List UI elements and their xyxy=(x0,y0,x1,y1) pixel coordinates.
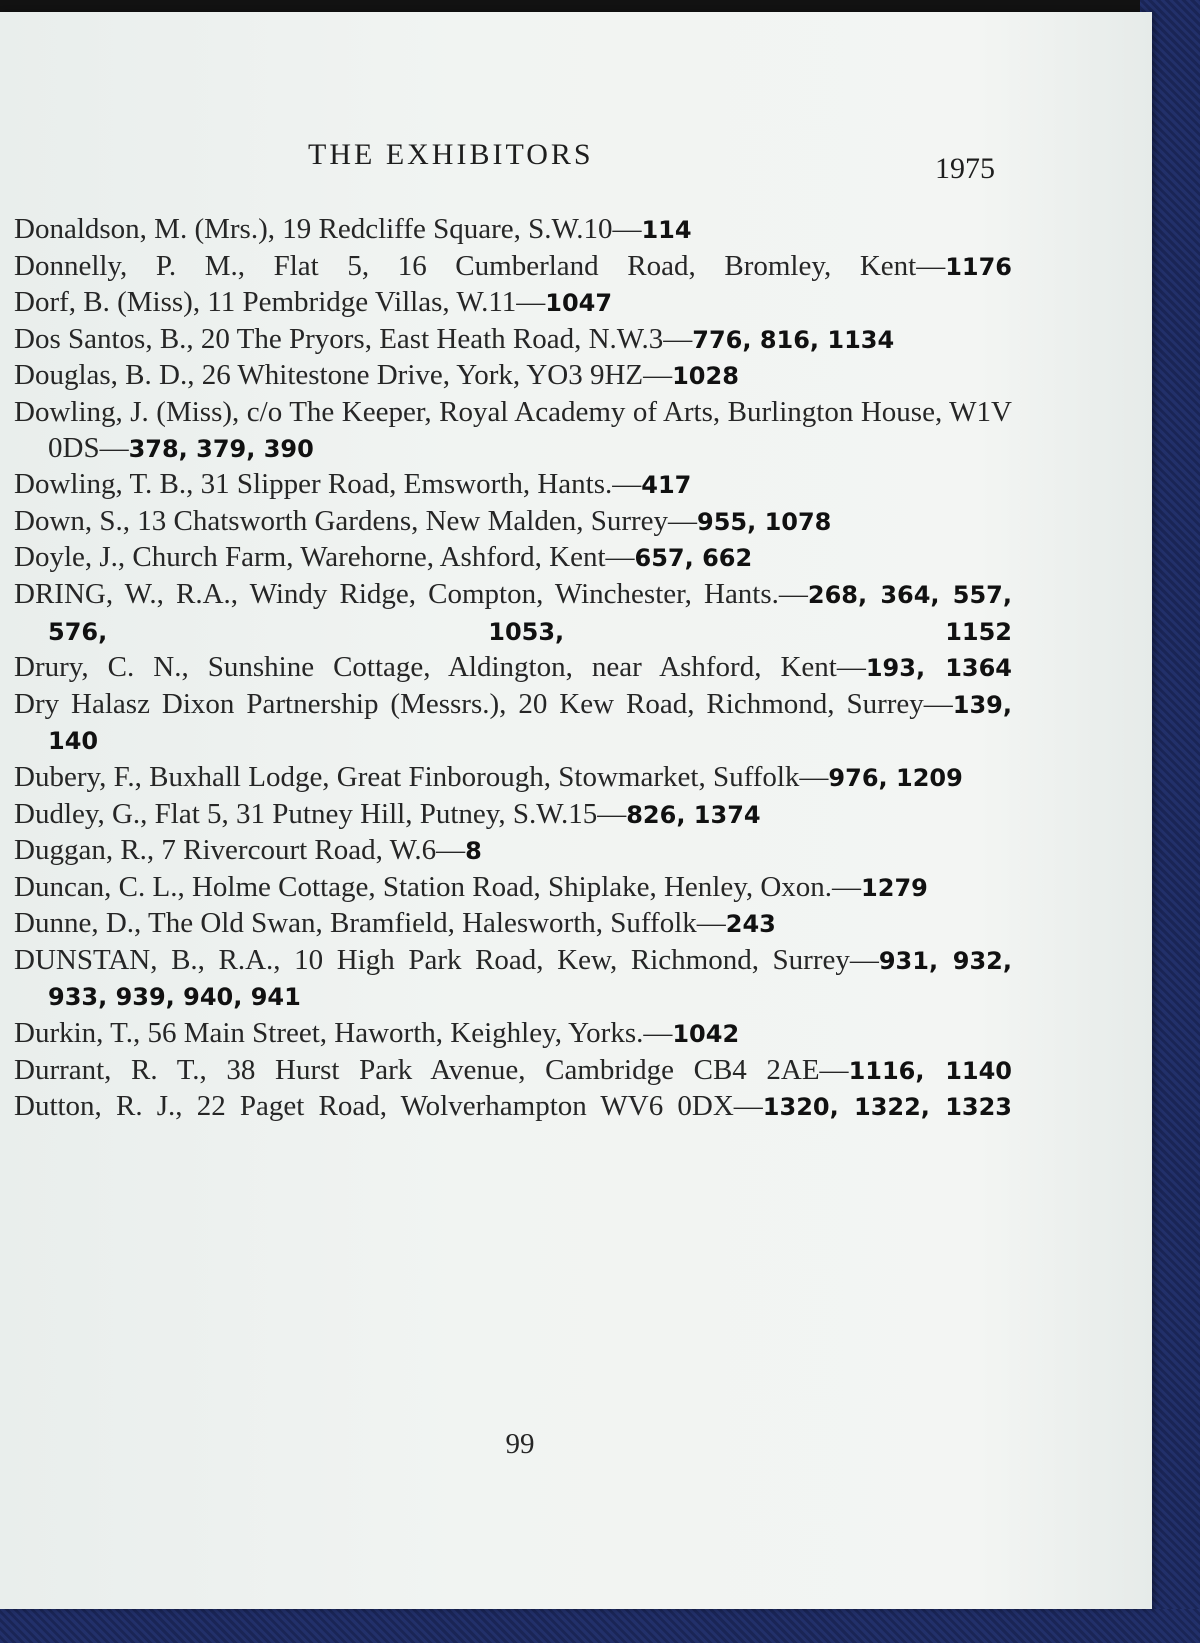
entry-numbers: 114 xyxy=(641,216,692,244)
entry-numbers: 1320, 1322, 1323 xyxy=(762,1093,1012,1122)
entry-numbers: 931, 932, 933, 939, 940, 941 xyxy=(48,946,1012,1012)
entry-numbers: 268, 364, 557, 576, 1053, 1152 xyxy=(48,580,1012,646)
exhibitor-entry xyxy=(14,943,1012,1016)
exhibitor-entry xyxy=(14,212,1012,249)
entry-numbers: 243 xyxy=(725,910,776,939)
entry-numbers: 826, 1374 xyxy=(626,800,761,829)
exhibitor-entry xyxy=(14,760,1012,797)
entry-text: Duggan, R., 7 Rivercourt Road, W.6— xyxy=(14,834,466,867)
entry-text: Duncan, C. L., Holme Cottage, Station Road, Shiplake, Henley, Oxon.— xyxy=(14,870,862,903)
exhibitor-entry xyxy=(14,906,1012,943)
entry-text: Dudley, G., Flat 5, 31 Putney Hill, Putney, S.W.15— xyxy=(14,797,627,830)
entry-numbers: 378, 379, 390 xyxy=(128,434,314,463)
entry-text: Drury, C. N., Sunshine Cottage, Aldington, near Ashford, Kent— xyxy=(14,651,866,684)
entry-text: Dubery, F., Buxhall Lodge, Great Finborough, Stowmarket, Suffolk— xyxy=(14,760,829,793)
entry-text: Dutton, R. J., 22 Paget Road, Wolverhampton WV6 0DX— xyxy=(14,1090,763,1123)
exhibitor-entry xyxy=(14,797,1012,834)
exhibitor-entry xyxy=(14,1016,1012,1053)
entry-numbers: 1279 xyxy=(861,873,928,902)
exhibitor-entry xyxy=(14,249,1012,286)
book-page xyxy=(0,12,1152,1609)
exhibitor-entry xyxy=(14,540,1012,577)
exhibitor-entry xyxy=(14,687,1012,760)
exhibitor-entry xyxy=(14,1089,1012,1126)
entry-numbers: 657, 662 xyxy=(634,544,753,573)
exhibitor-list xyxy=(14,212,1012,1126)
entry-text: Dowling, J. (Miss), c/o The Keeper, Royal Academy of Arts, Burlington House, W1V 0DS— xyxy=(14,395,1012,464)
exhibitor-entry xyxy=(14,322,1012,359)
entry-text: DUNSTAN, B., R.A., 10 High Park Road, Kew, Richmond, Surrey— xyxy=(14,943,879,976)
exhibitor-entry xyxy=(14,285,1012,322)
entry-text: Donaldson, M. (Mrs.), 19 Redcliffe Square, S.W.10— xyxy=(14,213,642,245)
entry-text: Dos Santos, B., 20 The Pryors, East Heath Road, N.W.3— xyxy=(14,322,693,355)
exhibitor-entry xyxy=(14,577,1012,650)
exhibitor-entry xyxy=(14,358,1012,395)
entry-numbers: 1116, 1140 xyxy=(848,1056,1012,1085)
entry-text: DRING, W., R.A., Windy Ridge, Compton, Winchester, Hants.— xyxy=(14,577,808,610)
entry-numbers: 776, 816, 1134 xyxy=(692,325,895,354)
exhibitor-entry xyxy=(14,467,1012,504)
exhibitor-entry xyxy=(14,504,1012,541)
page-year: 1975 xyxy=(935,152,995,185)
exhibitor-entry xyxy=(14,870,1012,907)
running-head xyxy=(0,138,1152,185)
exhibitor-entry xyxy=(14,395,1012,467)
entry-numbers: 1176 xyxy=(945,252,1012,281)
entry-numbers: 193, 1364 xyxy=(865,654,1012,683)
entry-numbers: 8 xyxy=(465,837,482,866)
entry-text: Dry Halasz Dixon Partnership (Messrs.), 20 Kew Road, Richmond, Surrey— xyxy=(14,687,953,720)
entry-text: Down, S., 13 Chatsworth Gardens, New Malden, Surrey— xyxy=(14,504,698,537)
entry-text: Dunne, D., The Old Swan, Bramfield, Halesworth, Suffolk— xyxy=(14,907,726,940)
entry-numbers: 1047 xyxy=(545,289,613,318)
exhibitor-entry xyxy=(14,650,1012,687)
entry-text: Doyle, J., Church Farm, Warehorne, Ashford, Kent— xyxy=(14,541,635,574)
entry-text: Durkin, T., 56 Main Street, Haworth, Keighley, Yorks.— xyxy=(14,1017,673,1050)
entry-numbers: 976, 1209 xyxy=(828,763,963,792)
page-number: 99 xyxy=(505,1428,535,1460)
entry-numbers: 139, 140 xyxy=(48,690,1012,756)
exhibitor-entry xyxy=(14,833,1012,870)
page-title: THE EXHIBITORS xyxy=(308,138,594,171)
entry-numbers: 1028 xyxy=(672,362,739,391)
entry-text: Dorf, B. (Miss), 11 Pembridge Villas, W.11— xyxy=(14,286,546,319)
entry-text: Durrant, R. T., 38 Hurst Park Avenue, Cambridge CB4 2AE— xyxy=(14,1053,849,1086)
entry-text: Douglas, B. D., 26 Whitestone Drive, York, YO3 9HZ— xyxy=(14,359,673,392)
entry-numbers: 1042 xyxy=(672,1020,740,1049)
entry-numbers: 417 xyxy=(641,471,692,500)
entry-numbers: 955, 1078 xyxy=(697,507,832,536)
book-cover-bottom xyxy=(0,1609,1200,1643)
exhibitor-entry xyxy=(14,1053,1012,1090)
entry-text: Dowling, T. B., 31 Slipper Road, Emsworth, Hants.— xyxy=(14,468,642,501)
entry-text: Donnelly, P. M., Flat 5, 16 Cumberland Road, Bromley, Kent— xyxy=(14,249,946,282)
